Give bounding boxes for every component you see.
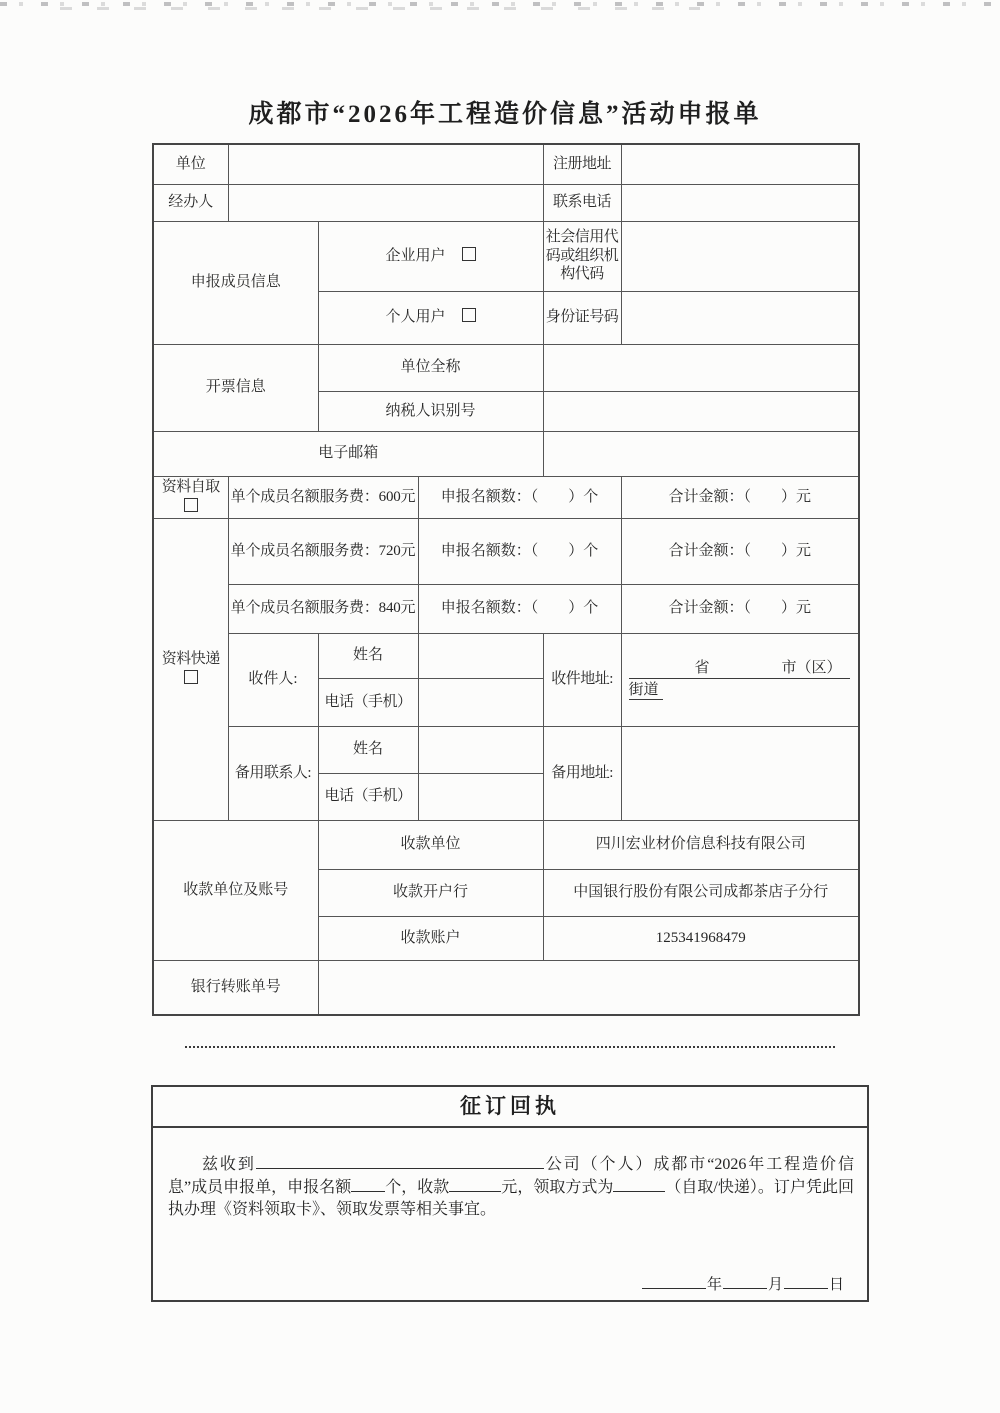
social-credit-label: 社会信用代码或组织机构代码: [543, 221, 621, 291]
recipient-name-value-cell[interactable]: [418, 633, 543, 678]
street-label: 街道: [629, 681, 663, 701]
application-form-table: [152, 143, 860, 1016]
taxpayer-id-label: 纳税人识别号: [318, 391, 543, 431]
enterprise-user-cell: [318, 221, 543, 291]
personal-user-checkbox[interactable]: [462, 308, 476, 322]
company-name-blank[interactable]: [256, 1154, 544, 1169]
scan-artifact: [60, 7, 700, 10]
quota-cell-600[interactable]: 申报名额数：（ ）个: [418, 476, 621, 518]
backup-mobile-label: 电话（手机）: [318, 773, 418, 820]
day-label: 日: [828, 1277, 844, 1293]
total-cell-600[interactable]: 合计金额：（ ）元: [621, 476, 859, 518]
handler-value-cell[interactable]: [228, 184, 543, 221]
receipt-paragraph: [153, 1128, 867, 1222]
backup-name-value-cell[interactable]: [418, 726, 543, 773]
receipt-text-4: 元，领取方式为: [501, 1178, 614, 1196]
pickup-label: 资料自取: [161, 479, 220, 496]
city-label: 市（区）: [781, 659, 842, 676]
handler-label: 经办人: [153, 184, 228, 221]
page-title: 成都市“2026年工程造价信息”活动申报单: [248, 101, 762, 128]
receipt-box: [151, 1085, 869, 1302]
amount-blank[interactable]: [449, 1177, 501, 1192]
taxpayer-id-value-cell[interactable]: [543, 391, 859, 431]
transfer-number-value-cell[interactable]: [318, 960, 859, 1015]
personal-user-label: 个人用户: [385, 309, 446, 326]
email-value-cell[interactable]: [543, 431, 859, 476]
recipient-mobile-label: 电话（手机）: [318, 678, 418, 726]
email-label: 电子邮箱: [153, 431, 543, 476]
recipient-label: 收件人:: [228, 633, 318, 726]
day-blank[interactable]: [784, 1274, 828, 1289]
province-label: 省: [694, 659, 710, 676]
address-fill-line[interactable]: [629, 659, 851, 679]
pickup-checkbox[interactable]: [184, 498, 198, 512]
id-number-label: 身份证号码: [543, 291, 621, 344]
reg-address-label: 注册地址: [543, 144, 621, 184]
fee-600-label: 单个成员名额服务费：600元: [228, 476, 418, 518]
reg-address-value-cell[interactable]: [621, 144, 859, 184]
company-name-label: 单位全称: [318, 344, 543, 391]
quota-cell-720[interactable]: 申报名额数：（ ）个: [418, 518, 621, 584]
enterprise-user-checkbox[interactable]: [462, 247, 476, 261]
bank-label: 收款开户行: [318, 869, 543, 916]
account-label: 收款账户: [318, 916, 543, 960]
payee-label: 收款单位: [318, 820, 543, 869]
year-blank[interactable]: [642, 1274, 706, 1289]
social-credit-value-cell[interactable]: [621, 221, 859, 291]
receipt-date-line: [642, 1273, 845, 1294]
quota-cell-840[interactable]: 申报名额数：（ ）个: [418, 584, 621, 633]
contact-phone-label: 联系电话: [543, 184, 621, 221]
unit-label: 单位: [153, 144, 228, 184]
backup-name-label: 姓名: [318, 726, 418, 773]
backup-mobile-value-cell[interactable]: [418, 773, 543, 820]
receipt-text-3: 个，收款: [385, 1178, 450, 1196]
fee-720-label: 单个成员名额服务费：720元: [228, 518, 418, 584]
backup-address-label: 备用地址:: [543, 726, 621, 820]
backup-address-value-cell[interactable]: [621, 726, 859, 820]
year-label: 年: [706, 1277, 722, 1293]
payee-section-label: 收款单位及账号: [153, 820, 318, 960]
receipt-title: 征订回执: [153, 1087, 867, 1128]
account-value: 125341968479: [543, 916, 859, 960]
pickup-option-cell: [153, 476, 228, 518]
recipient-mobile-value-cell[interactable]: [418, 678, 543, 726]
member-section-label: 申报成员信息: [153, 221, 318, 344]
invoice-section-label: 开票信息: [153, 344, 318, 431]
recipient-name-label: 姓名: [318, 633, 418, 678]
payee-value: 四川宏业材价信息科技有限公司: [543, 820, 859, 869]
transfer-number-label: 银行转账单号: [153, 960, 318, 1015]
cut-line: [185, 1042, 835, 1048]
total-cell-720[interactable]: 合计金额：（ ）元: [621, 518, 859, 584]
backup-contact-label: 备用联系人:: [228, 726, 318, 820]
enterprise-user-label: 企业用户: [385, 247, 446, 264]
fee-840-label: 单个成员名额服务费：840元: [228, 584, 418, 633]
recipient-address-value-cell[interactable]: [621, 633, 859, 726]
company-name-value-cell[interactable]: [543, 344, 859, 391]
receipt-text-5: （自取/快递）。订户凭此回执办理《资料领取卡》、领取发票等相关事宜。: [168, 1178, 854, 1218]
total-cell-840[interactable]: 合计金额：（ ）元: [621, 584, 859, 633]
personal-user-cell: [318, 291, 543, 344]
id-number-value-cell[interactable]: [621, 291, 859, 344]
receipt-text-2: 公司（个人）成都市“2026年工程造价信息”成员申报单，申报名额: [168, 1156, 854, 1196]
express-checkbox[interactable]: [184, 670, 198, 684]
contact-phone-value-cell[interactable]: [621, 184, 859, 221]
quota-blank[interactable]: [351, 1177, 385, 1192]
express-label: 资料快递: [161, 651, 220, 668]
month-blank[interactable]: [723, 1274, 767, 1289]
scan-artifact: [0, 2, 992, 6]
recipient-address-label: 收件地址:: [543, 633, 621, 726]
express-option-cell: [153, 518, 228, 820]
bank-value: 中国银行股份有限公司成都茶店子分行: [543, 869, 859, 916]
unit-value-cell[interactable]: [228, 144, 543, 184]
method-blank[interactable]: [613, 1177, 665, 1192]
receipt-text-1: 兹收到: [200, 1156, 256, 1173]
street-fill-line[interactable]: [624, 681, 857, 701]
month-label: 月: [767, 1277, 783, 1293]
